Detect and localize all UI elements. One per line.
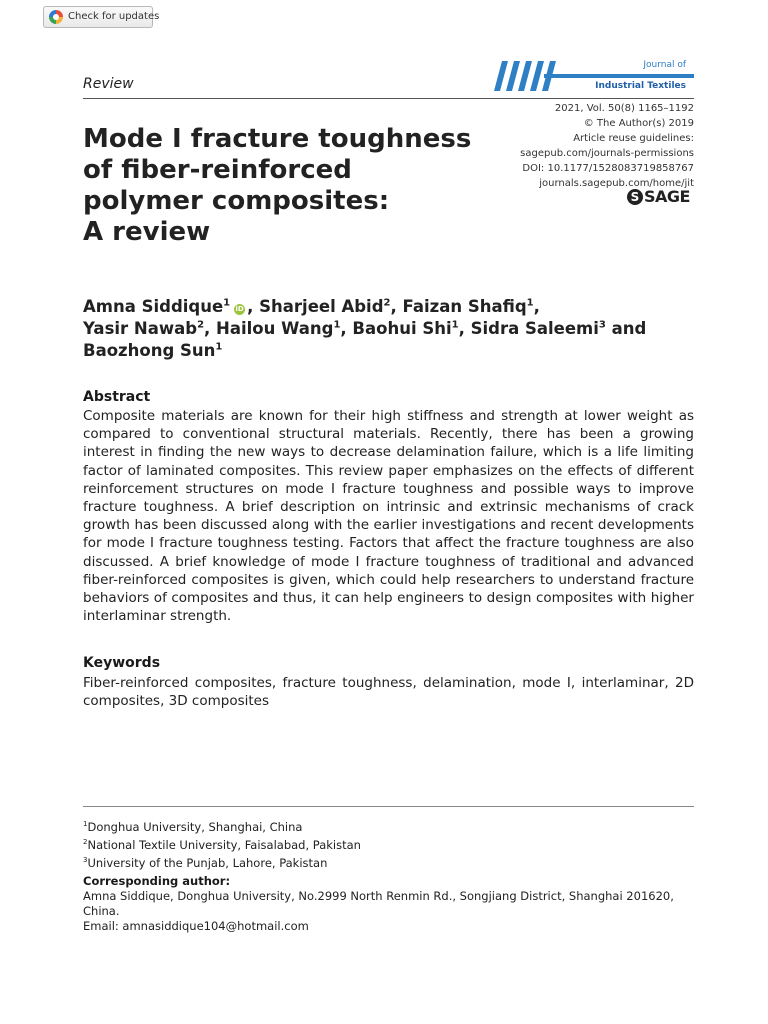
journal-of-text: Journal of bbox=[643, 60, 686, 70]
author-affil-sup: 2 bbox=[383, 297, 391, 309]
author-name: Hailou Wang bbox=[216, 319, 334, 338]
author-sep: , bbox=[390, 297, 403, 316]
author-name: Sharjeel Abid bbox=[259, 297, 384, 316]
corresponding-email[interactable]: Email: amnasiddique104@hotmail.com bbox=[83, 919, 309, 933]
keywords-heading: Keywords bbox=[83, 655, 161, 671]
check-for-updates-button[interactable] bbox=[43, 6, 160, 28]
title-line: A review bbox=[83, 217, 211, 247]
author-sep: , bbox=[247, 297, 260, 316]
journal-logo-bar bbox=[544, 74, 694, 78]
author-affil-sup: 1 bbox=[215, 341, 223, 353]
author-affil-sup: 1 bbox=[526, 297, 534, 309]
journal-homepage-link[interactable]: journals.sagepub.com/home/jit bbox=[539, 178, 694, 189]
author-affil-sup: 1 bbox=[223, 297, 231, 309]
article-meta bbox=[480, 101, 694, 191]
affiliation-item bbox=[83, 853, 361, 871]
author-affil-sup: 3 bbox=[598, 319, 606, 331]
journal-logo bbox=[494, 58, 694, 94]
author-name: Baohui Shi bbox=[352, 319, 452, 338]
corresponding-author-heading: Corresponding author: bbox=[83, 874, 231, 888]
affiliations bbox=[83, 817, 361, 870]
orcid-icon[interactable]: iD bbox=[235, 305, 244, 313]
affiliation-sup: 3 bbox=[83, 855, 88, 864]
doi[interactable]: DOI: 10.1177/1528083719858767 bbox=[522, 163, 694, 174]
author-affil-sup: 1 bbox=[333, 319, 341, 331]
keywords-body: Fiber-reinforced composites, fracture toughness, delamination, mode I, interlaminar, 2D composites, 3D composites bbox=[83, 675, 694, 710]
author-list bbox=[83, 296, 698, 362]
author-name: Yasir Nawab bbox=[83, 319, 198, 338]
author-sep: , bbox=[204, 319, 217, 338]
author-name: Baozhong Sun bbox=[83, 341, 216, 360]
author-affil-sup: 1 bbox=[451, 319, 459, 331]
sage-circle-icon: S bbox=[627, 189, 643, 205]
footnote-divider bbox=[83, 806, 694, 807]
author-sep: , bbox=[340, 319, 353, 338]
copyright: © The Author(s) 2019 bbox=[583, 118, 694, 129]
journal-name: Industrial Textiles bbox=[595, 81, 686, 91]
author-name: Faizan Shafiq bbox=[402, 297, 527, 316]
author-name: Amna Siddique bbox=[83, 297, 224, 316]
title-line: polymer composites: bbox=[83, 186, 390, 216]
reuse-guidelines-label: Article reuse guidelines: bbox=[573, 133, 694, 144]
affiliation-text: University of the Punjab, Lahore, Pakistan bbox=[87, 855, 328, 870]
corresponding-author-details bbox=[83, 889, 698, 934]
author-affil-sup: 2 bbox=[197, 319, 205, 331]
sage-wordmark: SAGE bbox=[644, 187, 690, 206]
crossmark-icon bbox=[49, 10, 63, 24]
header-divider bbox=[83, 98, 694, 99]
article-title bbox=[83, 124, 483, 248]
author-name: Sidra Saleemi bbox=[470, 319, 599, 338]
affiliation-item bbox=[83, 817, 361, 835]
abstract-heading: Abstract bbox=[83, 389, 151, 405]
affiliation-sup: 2 bbox=[83, 837, 88, 846]
check-for-updates-label: Check for updates bbox=[68, 11, 160, 22]
author-sep: , bbox=[458, 319, 471, 338]
affiliation-text: Donghua University, Shanghai, China bbox=[87, 819, 303, 834]
abstract-body: Composite materials are known for their high stiffness and strength at lower weight as compared to conventional structural materials. Recently, there has been a growing interest in finding the new ways to decrease delamination failure, which is a life limiting factor of laminated composites. This review paper emphasizes on the effects of different reinforcement structures on mode I fracture toughness and possible ways to improve fracture toughness. A brief description on intrinsic and extrinsic mechanisms of crack growth has been discussed along with the earlier investigations and recent developments for mode I fracture toughness testing. Factors that affect the fracture toughness are also discussed. A brief knowledge of mode I fracture toughness of traditional and advanced fiber-reinforced composites is given, which could help researchers to understand fracture behaviors of composites and thus, it can help engineers to design composites with higher interlaminar strength. bbox=[83, 408, 694, 625]
author-sep: , bbox=[533, 297, 540, 316]
corresponding-address: Amna Siddique, Donghua University, No.2999 North Renmin Rd., Songjiang District, Shanghai 201620, China. bbox=[83, 889, 674, 918]
affiliation-text: National Textile University, Faisalabad, Pakistan bbox=[87, 837, 361, 852]
permissions-link[interactable]: sagepub.com/journals-permissions bbox=[520, 148, 694, 159]
volume-info: 2021, Vol. 50(8) 1165–1192 bbox=[554, 103, 694, 114]
section-label: Review bbox=[83, 76, 134, 92]
title-line: of fiber-reinforced bbox=[83, 155, 352, 185]
title-line: Mode I fracture toughness bbox=[83, 124, 472, 154]
affiliation-item bbox=[83, 835, 361, 853]
affiliation-sup: 1 bbox=[83, 820, 88, 828]
author-sep: and bbox=[605, 319, 647, 338]
